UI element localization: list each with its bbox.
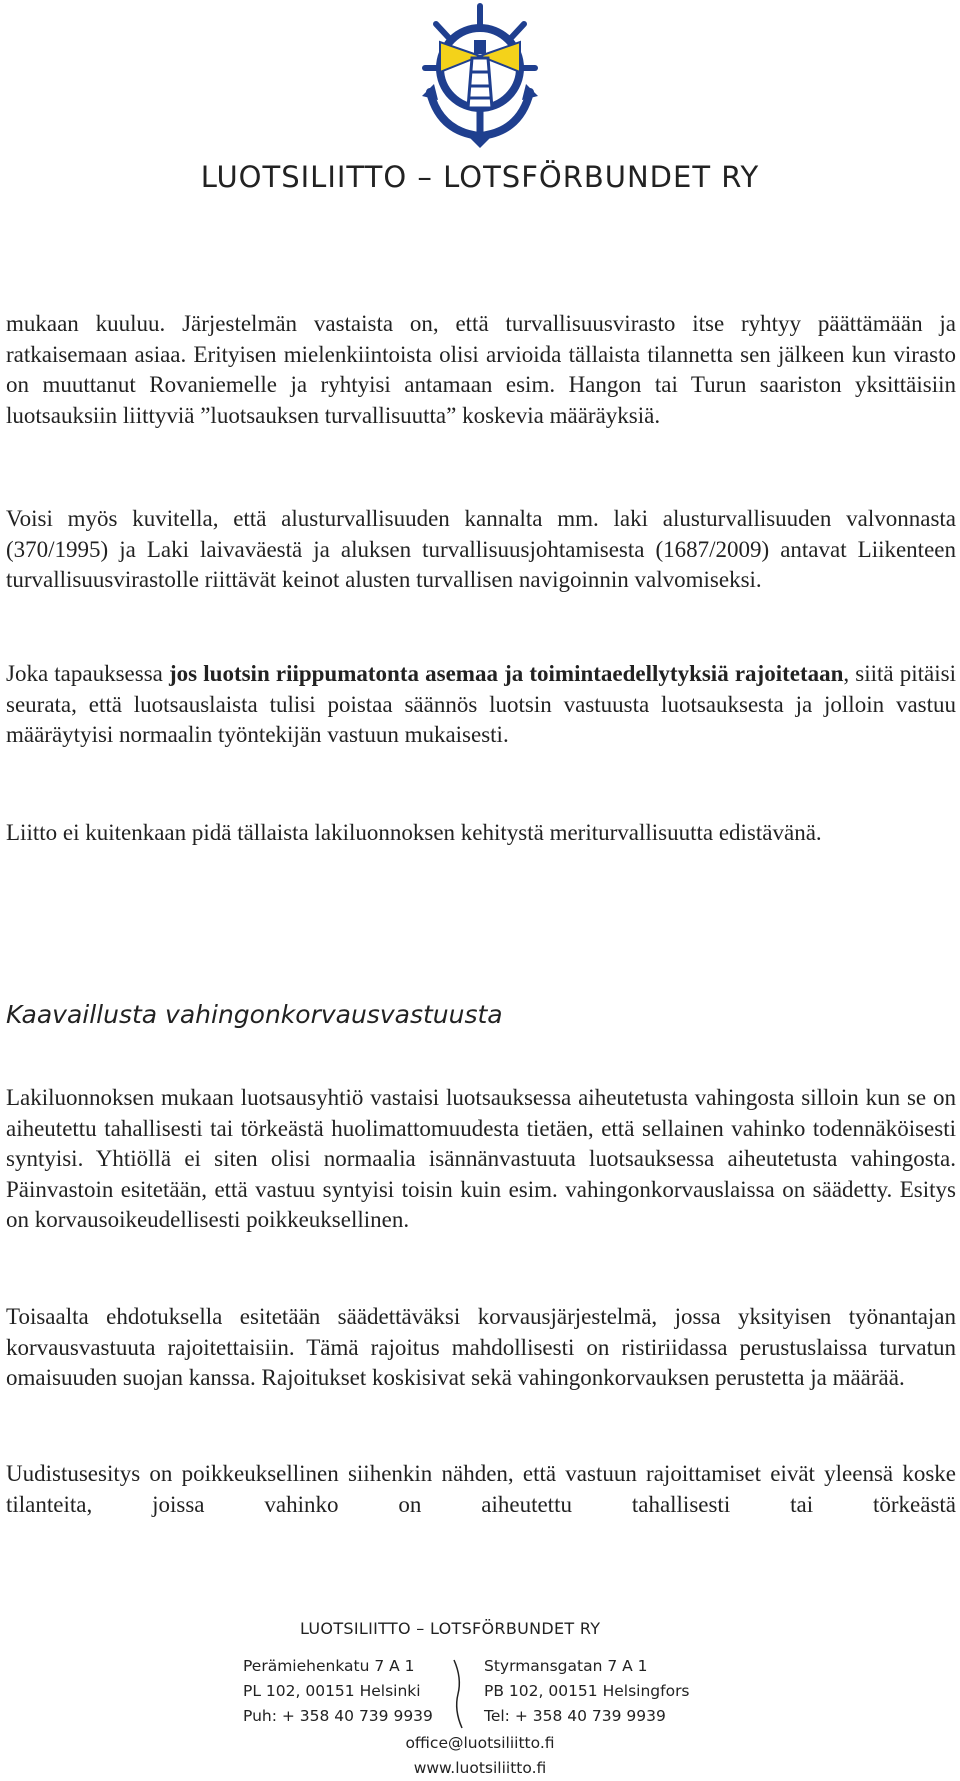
paragraph-text xyxy=(6,659,956,751)
address-street: Perämiehenkatu 7 A 1 xyxy=(243,1657,415,1675)
footer-address-swedish xyxy=(484,1654,690,1729)
footer-website: www.luotsiliitto.fi xyxy=(413,1759,547,1777)
paragraph-3-start: Joka tapauksessa xyxy=(6,661,170,686)
paragraph-3 xyxy=(6,659,956,751)
address-postal: PB 102, 00151 Helsingfors xyxy=(484,1682,690,1700)
paragraph-6 xyxy=(6,1302,956,1394)
paragraph-5 xyxy=(6,1083,956,1236)
paragraph-1 xyxy=(6,309,956,431)
footer-address-finnish xyxy=(243,1654,433,1729)
paragraph-text: Voisi myös kuvitella, että alusturvallisuuden kannalta mm. laki alusturvallisuuden valvonnasta (370/1995) ja Laki laivaväestä ja aluksen turvallisuusjohtamisesta (1687/2009) antavat Liikenteen turvallisuusvirastolle riittävät keinot alusten turvallisen navigoinnin valvomiseksi. xyxy=(6,506,956,592)
paragraph-3-end: , siitä pitäisi seurata, että luotsauslaista tulisi poistaa säännös luotsin vastuusta luotsauksesta ja jolloin vastuu määräytyisi normaalin työntekijän vastuun mukaisesti. xyxy=(6,661,956,747)
section-heading: Kaavaillusta vahingonkorvausvastuusta xyxy=(6,1000,503,1029)
footer-email: office@luotsiliitto.fi xyxy=(405,1734,555,1752)
address-phone: Tel: + 358 40 739 9939 xyxy=(484,1707,666,1725)
pilot-association-logo-icon xyxy=(400,0,560,150)
footer-contact xyxy=(0,1731,960,1781)
footer-organization-title: LUOTSILIITTO – LOTSFÖRBUNDET RY xyxy=(300,1619,601,1638)
organization-title: LUOTSILIITTO – LOTSFÖRBUNDET RY xyxy=(200,160,760,194)
paragraph-text: mukaan kuuluu. Järjestelmän vastaista on, että turvallisuusvirasto itse ryhtyy päättämään ja ratkaisemaan asiaa. Erityisen mielenkiintoista olisi arvioida tällaista tilannetta sen jälkeen kun virasto on muuttanut Rovaniemelle ja ryhtyisi antamaan esim. Hangon tai Turun saariston yksittäisiin luotsauksiin liittyviä ”luotsauksen turvallisuutta” koskevia määräyksiä. xyxy=(6,311,956,428)
paragraph-text: Liitto ei kuitenkaan pidä tällaista lakiluonnoksen kehitystä meriturvallisuutta edistävänä. xyxy=(6,820,822,845)
paragraph-4 xyxy=(6,818,956,849)
brace-divider-icon xyxy=(448,1658,468,1730)
paragraph-2 xyxy=(6,504,956,596)
paragraph-7 xyxy=(6,1459,956,1520)
paragraph-text: Lakiluonnoksen mukaan luotsausyhtiö vastaisi luotsauksessa aiheutetusta vahingosta silloin kun se on aiheutettu tahallisesti tai törkeästä huolimattomuudesta tietäen, että sellainen vahinko todennäköisesti syntyisi. Yhtiöllä ei siten olisi normaalia isännänvastuuta luotsauksessa aiheutetusta vahingosta. Päinvastoin esitetään, että vastuu syntyisi toisin kuin esim. vahingonkorvauslaissa on säädetty. Esitys on korvausoikeudellisesti poikkeuksellinen. xyxy=(6,1085,956,1232)
paragraph-3-bold: jos luotsin riippumatonta asemaa ja toimintaedellytyksiä rajoitetaan xyxy=(169,661,844,686)
address-phone: Puh: + 358 40 739 9939 xyxy=(243,1707,433,1725)
paragraph-text: Toisaalta ehdotuksella esitetään säädettäväksi korvausjärjestelmä, jossa yksityisen työnantajan korvausvastuuta rajoitettaisiin. Tämä rajoitus mahdollisesti on ristiriidassa perustuslaissa turvatun omaisuuden suojan kanssa. Rajoitukset koskisivat sekä vahingonkorvauksen perustetta ja määrää. xyxy=(6,1304,956,1390)
address-street: Styrmansgatan 7 A 1 xyxy=(484,1657,648,1675)
paragraph-text: Uudistusesitys on poikkeuksellinen siihenkin nähden, että vastuun rajoittamiset eivät yleensä koske tilanteita, joissa vahinko on aiheutettu tahallisesti tai törkeästä xyxy=(6,1461,956,1517)
address-postal: PL 102, 00151 Helsinki xyxy=(243,1682,421,1700)
